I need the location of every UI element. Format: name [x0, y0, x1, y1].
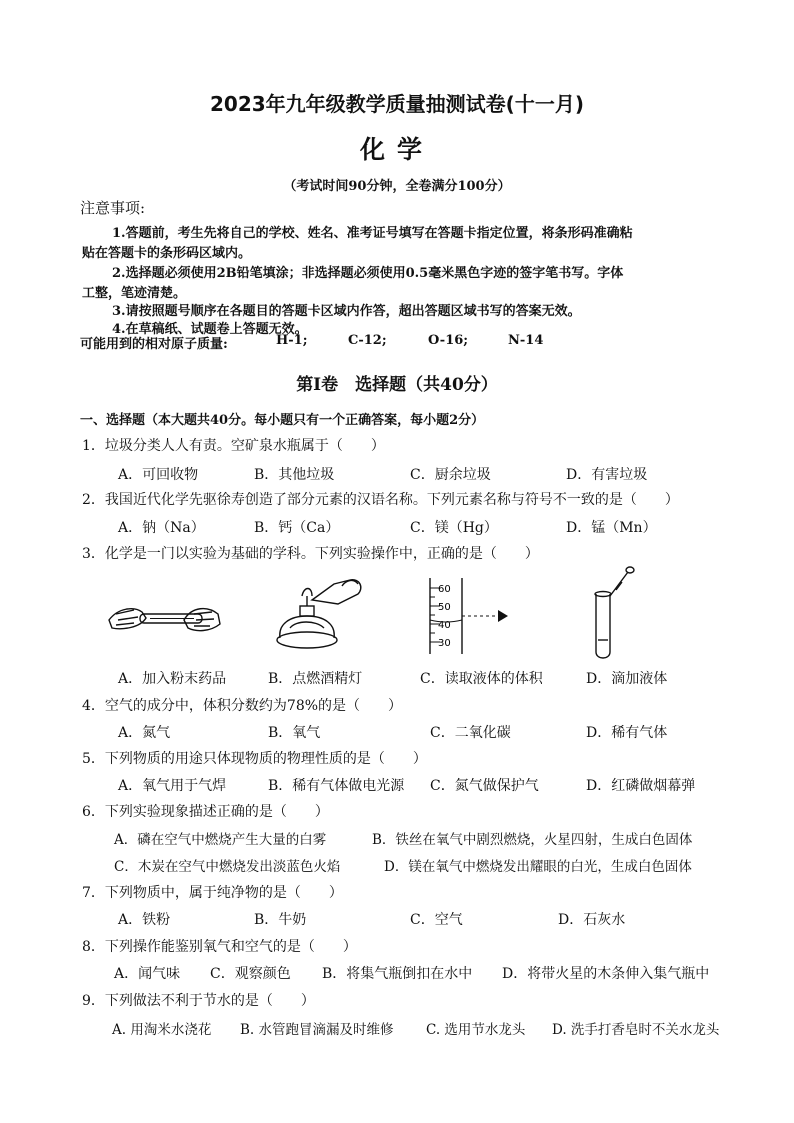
subject-title: 化学: [359, 135, 434, 164]
question-stem: 2．我国近代化学先驱徐寿创造了部分元素的汉语名称。下列元素名称与符号不一致的是（ ）: [82, 492, 679, 508]
tick-label: 60: [438, 584, 451, 595]
option: C．二氧化碳: [430, 725, 511, 741]
tick-label: 40: [438, 620, 451, 631]
exam-info: （考试时间90分钟，全卷满分100分）: [283, 179, 511, 194]
option: A．闻气味: [114, 966, 181, 982]
option: D．滴加液体: [586, 671, 668, 687]
atomic-mass-label: 可能用到的相对原子质量:: [80, 337, 228, 352]
option: C．读取液体的体积: [420, 671, 543, 687]
option: C．氮气做保护气: [430, 778, 539, 794]
question-stem: 7．下列物质中，属于纯净物的是（ ）: [82, 885, 343, 901]
dropper-test-tube-figure: [580, 566, 640, 664]
notes-heading: 注意事项:: [80, 199, 146, 217]
option: A．钠（Na）: [118, 520, 205, 536]
exam-title: 2023年九年级教学质量抽测试卷(十一月): [210, 92, 584, 116]
option: A．加入粉末药品: [118, 671, 227, 687]
note-line: 贴在答题卡的条形码区域内。: [82, 246, 252, 261]
option: A．磷在空气中燃烧产生大量的白雾: [114, 832, 327, 848]
option: B．稀有气体做电光源: [268, 778, 405, 794]
option: B．钙（Ca）: [254, 520, 340, 536]
measuring-cylinder-figure: [420, 576, 530, 656]
option: A．氮气: [118, 725, 171, 741]
option: B．其他垃圾: [254, 467, 335, 483]
option: D．红磷做烟幕弹: [586, 778, 696, 794]
note-line: 工整，笔迹清楚。: [82, 286, 187, 301]
option: C．镁（Hg）: [410, 520, 498, 536]
option: D．镁在氧气中燃烧发出耀眼的白光，生成白色固体: [384, 859, 692, 875]
part-heading: 一、选择题（本大题共40分。每小题只有一个正确答案，每小题2分）: [80, 413, 485, 428]
option: A．铁粉: [118, 912, 171, 928]
option: D. 洗手打香皂时不关水龙头: [552, 1022, 720, 1038]
option: B．氧气: [268, 725, 321, 741]
question-stem: 8．下列操作能鉴别氧气和空气的是（ ）: [82, 939, 357, 955]
option: A．氧气用于气焊: [118, 778, 227, 794]
note-line: 1.答题前，考生先将自己的学校、姓名、准考证号填写在答题卡指定位置，将条形码准确粘: [112, 226, 633, 241]
powder-in-tube-figure: [104, 590, 224, 645]
question-stem: 5．下列物质的用途只体现物质的物理性质的是（ ）: [82, 751, 427, 767]
option: C. 选用节水龙头: [426, 1022, 526, 1038]
option: A. 用淘米水浇花: [112, 1022, 212, 1038]
alcohol-lamp-figure: [272, 570, 372, 652]
option: B．牛奶: [254, 912, 307, 928]
atomic-mass-h: H-1;: [276, 333, 308, 348]
note-line: 2.选择题必须使用2B铅笔填涂；非选择题必须使用0.5毫米黑色字迹的签字笔书写。字体: [112, 266, 624, 281]
note-line: 4.在草稿纸、试题卷上答题无效。: [112, 322, 308, 337]
question-stem: 4．空气的成分中，体积分数约为78%的是（ ）: [82, 698, 403, 714]
option: D．锰（Mn）: [566, 520, 657, 536]
atomic-mass-o: O-16;: [428, 333, 469, 348]
option: D．稀有气体: [586, 725, 668, 741]
option: C．空气: [410, 912, 463, 928]
option: C．厨余垃圾: [410, 467, 491, 483]
section-title: 第Ⅰ卷 选择题（共40分）: [296, 375, 498, 395]
option: B. 水管跑冒滴漏及时维修: [240, 1022, 394, 1038]
question-stem: 6．下列实验现象描述正确的是（ ）: [82, 804, 329, 820]
atomic-mass-c: C-12;: [348, 333, 387, 348]
option: D．有害垃圾: [566, 467, 648, 483]
question-stem: 9．下列做法不利于节水的是（ ）: [82, 993, 315, 1009]
note-line: 3.请按照题号顺序在各题目的答题卡区域内作答，超出答题区域书写的答案无效。: [112, 304, 581, 319]
option: B．铁丝在氧气中剧烈燃烧，火星四射，生成白色固体: [372, 832, 693, 848]
option: B．将集气瓶倒扣在水中: [322, 966, 473, 982]
option: D．将带火星的木条伸入集气瓶中: [502, 966, 710, 982]
tick-label: 30: [438, 638, 451, 649]
option: A．可回收物: [118, 467, 199, 483]
option: B．点燃酒精灯: [268, 671, 363, 687]
option: C．观察颜色: [210, 966, 291, 982]
option: C．木炭在空气中燃烧发出淡蓝色火焰: [114, 859, 341, 875]
question-stem: 1．垃圾分类人人有责。空矿泉水瓶属于（ ）: [82, 438, 385, 454]
atomic-mass-n: N-14: [508, 333, 544, 348]
option: D．石灰水: [558, 912, 626, 928]
tick-label: 50: [438, 602, 451, 613]
question-stem: 3．化学是一门以实验为基础的学科。下列实验操作中，正确的是（ ）: [82, 546, 539, 562]
